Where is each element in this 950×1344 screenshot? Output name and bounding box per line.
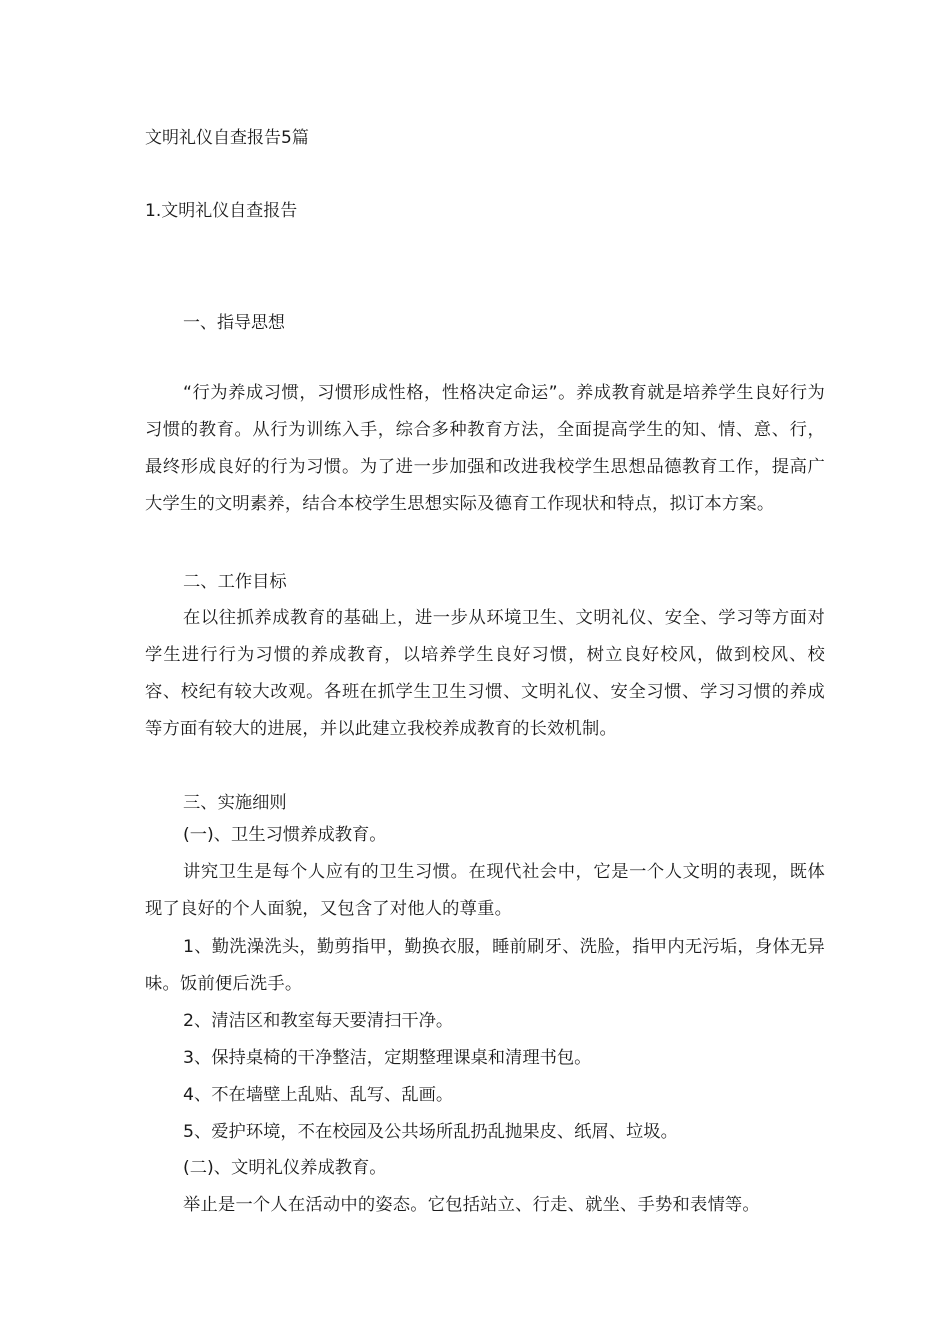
list-item: 4、不在墙壁上乱贴、乱写、乱画。 [183, 1085, 454, 1105]
paragraph-hygiene: 讲究卫生是每个人应有的卫生习惯。在现代社会中，它是一个人文明的表现，既体现了良好的个人面貌，又包含了对他人的尊重。 [145, 862, 825, 919]
list-item: 1、勤洗澡洗头，勤剪指甲，勤换衣服，睡前刷牙、洗脸，指甲内无污垢，身体无异味。饭前便后洗手。 [145, 937, 825, 994]
list-item: 3、保持桌椅的干净整洁，定期整理课桌和清理书包。 [183, 1048, 592, 1068]
report-subtitle: 1.文明礼仪自查报告 [145, 201, 298, 221]
list-item: 2、清洁区和教室每天要清扫干净。 [183, 1011, 454, 1031]
section-heading-guiding-thought: 一、指导思想 [183, 313, 285, 333]
paragraph-guiding-thought: “行为养成习惯，习惯形成性格，性格决定命运”。养成教育就是培养学生良好行为习惯的教育。从行为训练入手，综合多种教育方法，全面提高学生的知、情、意、行，最终形成良好的行为习惯。为了进一步加强和改进我校学生思想品德教育工作，提高广大学生的文明素养，结合本校学生思想实际及德育工作现状和特点，拟订本方案。 [145, 383, 825, 514]
subsection-heading-etiquette: (二)、文明礼仪养成教育。 [183, 1158, 387, 1178]
section-heading-work-goals: 二、工作目标 [183, 572, 287, 592]
document-title: 文明礼仪自查报告5篇 [145, 128, 309, 148]
list-item: 5、爱护环境，不在校园及公共场所乱扔乱抛果皮、纸屑、垃圾。 [183, 1122, 678, 1142]
subsection-heading-hygiene: (一)、卫生习惯养成教育。 [183, 825, 387, 845]
section-heading-implementation: 三、实施细则 [183, 793, 287, 813]
paragraph-etiquette: 举止是一个人在活动中的姿态。它包括站立、行走、就坐、手势和表情等。 [183, 1195, 760, 1215]
paragraph-work-goals: 在以往抓养成教育的基础上，进一步从环境卫生、文明礼仪、安全、学习等方面对学生进行行为习惯的养成教育，以培养学生良好习惯，树立良好校风，做到校风、校容、校纪有较大改观。各班在抓学生卫生习惯、文明礼仪、安全习惯、学习习惯的养成等方面有较大的进展，并以此建立我校养成教育的长效机制。 [145, 608, 825, 739]
